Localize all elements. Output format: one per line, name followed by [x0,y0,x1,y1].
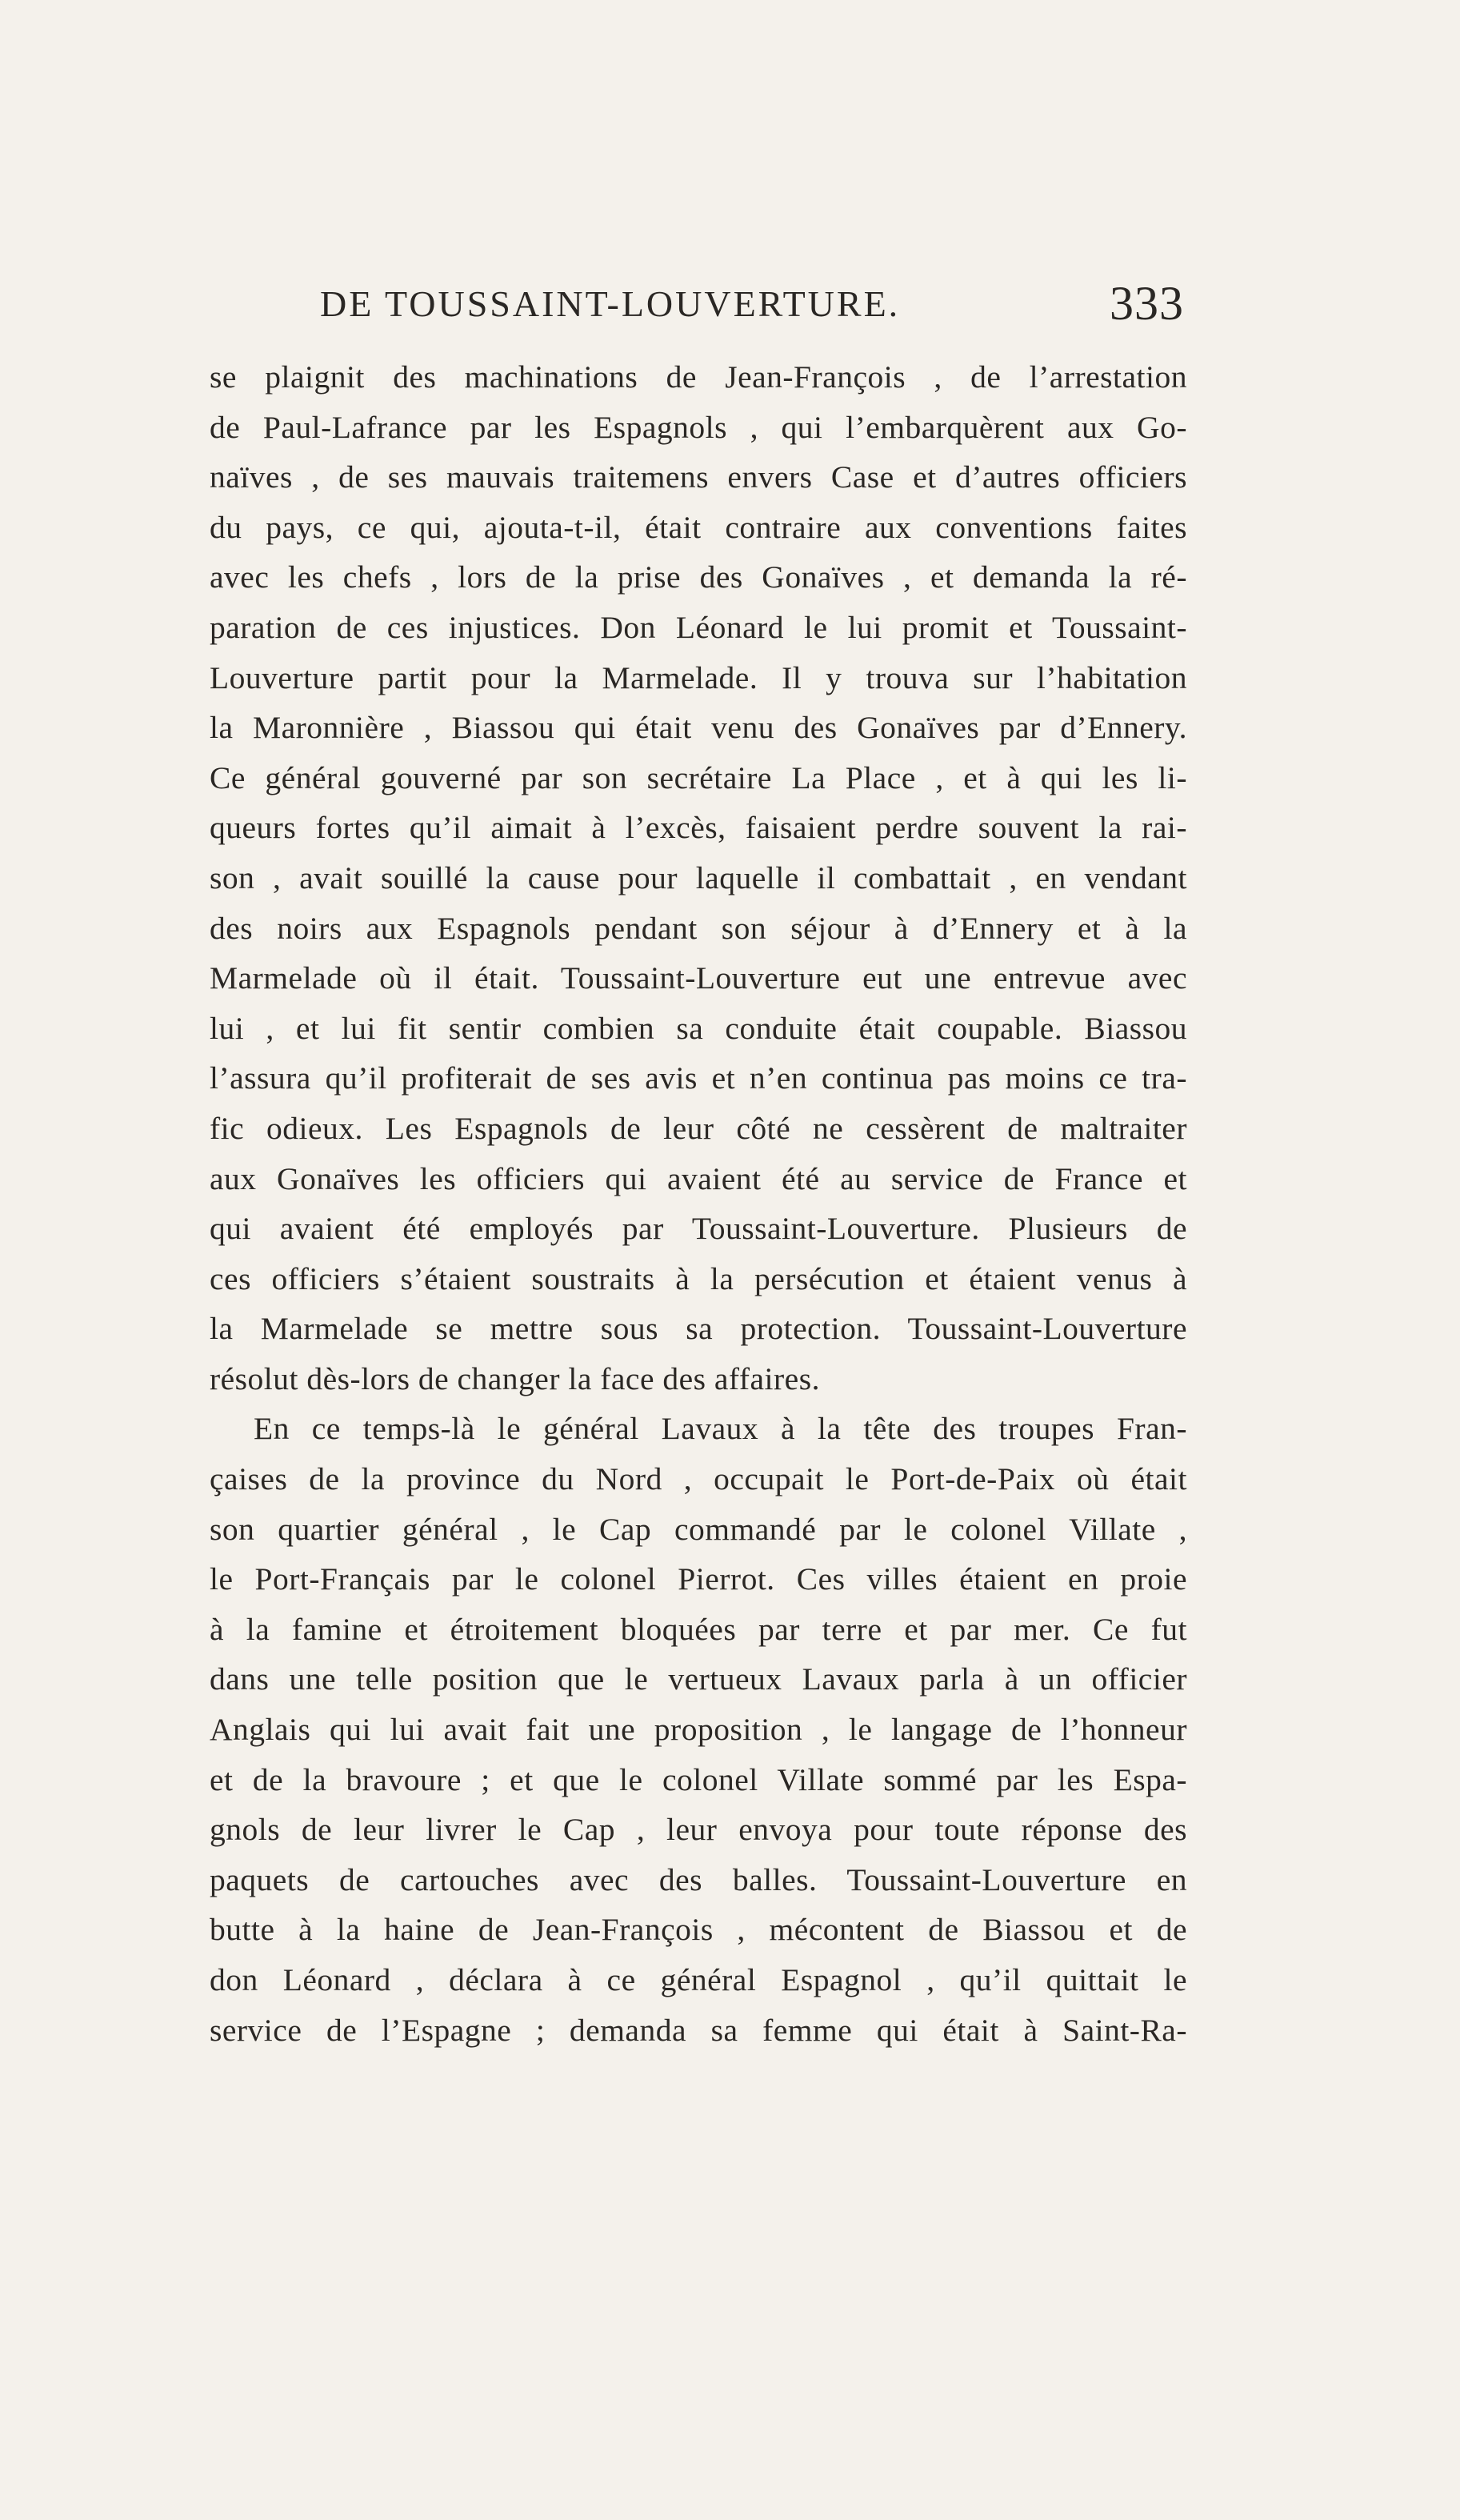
text-line: le Port-Français par le colonel Pierrot. Ces villes étaient en proie [210,1561,1187,1597]
page-number: 333 [1110,277,1184,330]
paragraph-start-line: En ce temps-là le général Lavaux à la tête des troupes Fran- [254,1411,1187,1447]
text-line: son quartier général , le Cap commandé par le colonel Villate , [210,1511,1187,1547]
paragraph-end-line: résolut dès-lors de changer la face des affaires. [210,1360,820,1396]
text-line: des noirs aux Espagnols pendant son séjour à d’Ennery et à la [210,910,1187,946]
text-line: don Léonard , déclara à ce général Espagnol , qu’il quittait le [210,1962,1187,1997]
text-line: lui , et lui fit sentir combien sa conduite était coupable. Biassou [210,1010,1187,1046]
text-line: çaises de la province du Nord , occupait le Port-de-Paix où était [210,1461,1187,1497]
text-line: de Paul-Lafrance par les Espagnols , qui l’embarquèrent aux Go- [210,409,1187,445]
text-line: Anglais qui lui avait fait une proposition , le langage de l’honneur [210,1712,1187,1748]
text-line: queurs fortes qu’il aimait à l’excès, faisaient perdre souvent la rai- [210,810,1187,846]
text-line: à la famine et étroitement bloquées par terre et par mer. Ce fut [210,1611,1187,1647]
text-line: Ce général gouverné par son secrétaire La Place , et à qui les li- [210,759,1187,795]
text-line: et de la bravoure ; et que le colonel Villate sommé par les Espa- [210,1761,1187,1797]
text-line: qui avaient été employés par Toussaint-Louverture. Plusieurs de [210,1211,1187,1247]
text-line: la Marmelade se mettre sous sa protection. Toussaint-Louverture [210,1311,1187,1347]
text-line: service de l’Espagne ; demanda sa femme qui était à Saint-Ra- [210,2012,1187,2048]
page-header [320,276,1184,332]
text-line: paration de ces injustices. Don Léonard le lui promit et Toussaint- [210,609,1187,645]
text-line: gnols de leur livrer le Cap , leur envoya pour toute réponse des [210,1812,1187,1848]
text-line: du pays, ce qui, ajouta-t-il, était contraire aux conventions faites [210,509,1187,545]
body-text [210,352,1187,2055]
text-line: son , avait souillé la cause pour laquelle il combattait , en vendant [210,859,1187,895]
text-line: Louverture partit pour la Marmelade. Il y trouva sur l’habitation [210,659,1187,695]
text-line: dans une telle position que le vertueux Lavaux parla à un officier [210,1661,1187,1697]
text-line: avec les chefs , lors de la prise des Gonaïves , et demanda la ré- [210,559,1187,595]
text-line: l’assura qu’il profiterait de ses avis et n’en continua pas moins ce tra- [210,1060,1187,1096]
text-line: naïves , de ses mauvais traitemens envers Case et d’autres officiers [210,459,1187,495]
text-line: butte à la haine de Jean-François , mécontent de Biassou et de [210,1912,1187,1948]
text-line: se plaignit des machinations de Jean-François , de l’arrestation [210,359,1187,395]
text-line: la Maronnière , Biassou qui était venu des Gonaïves par d’Ennery. [210,710,1187,746]
running-title: DE TOUSSAINT-LOUVERTURE. [320,283,901,324]
text-line: fic odieux. Les Espagnols de leur côté ne cessèrent de maltraiter [210,1110,1187,1146]
text-line: aux Gonaïves les officiers qui avaient été au service de France et [210,1160,1187,1196]
text-line: paquets de cartouches avec des balles. Toussaint-Louverture en [210,1861,1187,1897]
text-line: ces officiers s’étaient soustraits à la persécution et étaient venus à [210,1260,1187,1296]
text-line: Marmelade où il était. Toussaint-Louverture eut une entrevue avec [210,960,1187,996]
